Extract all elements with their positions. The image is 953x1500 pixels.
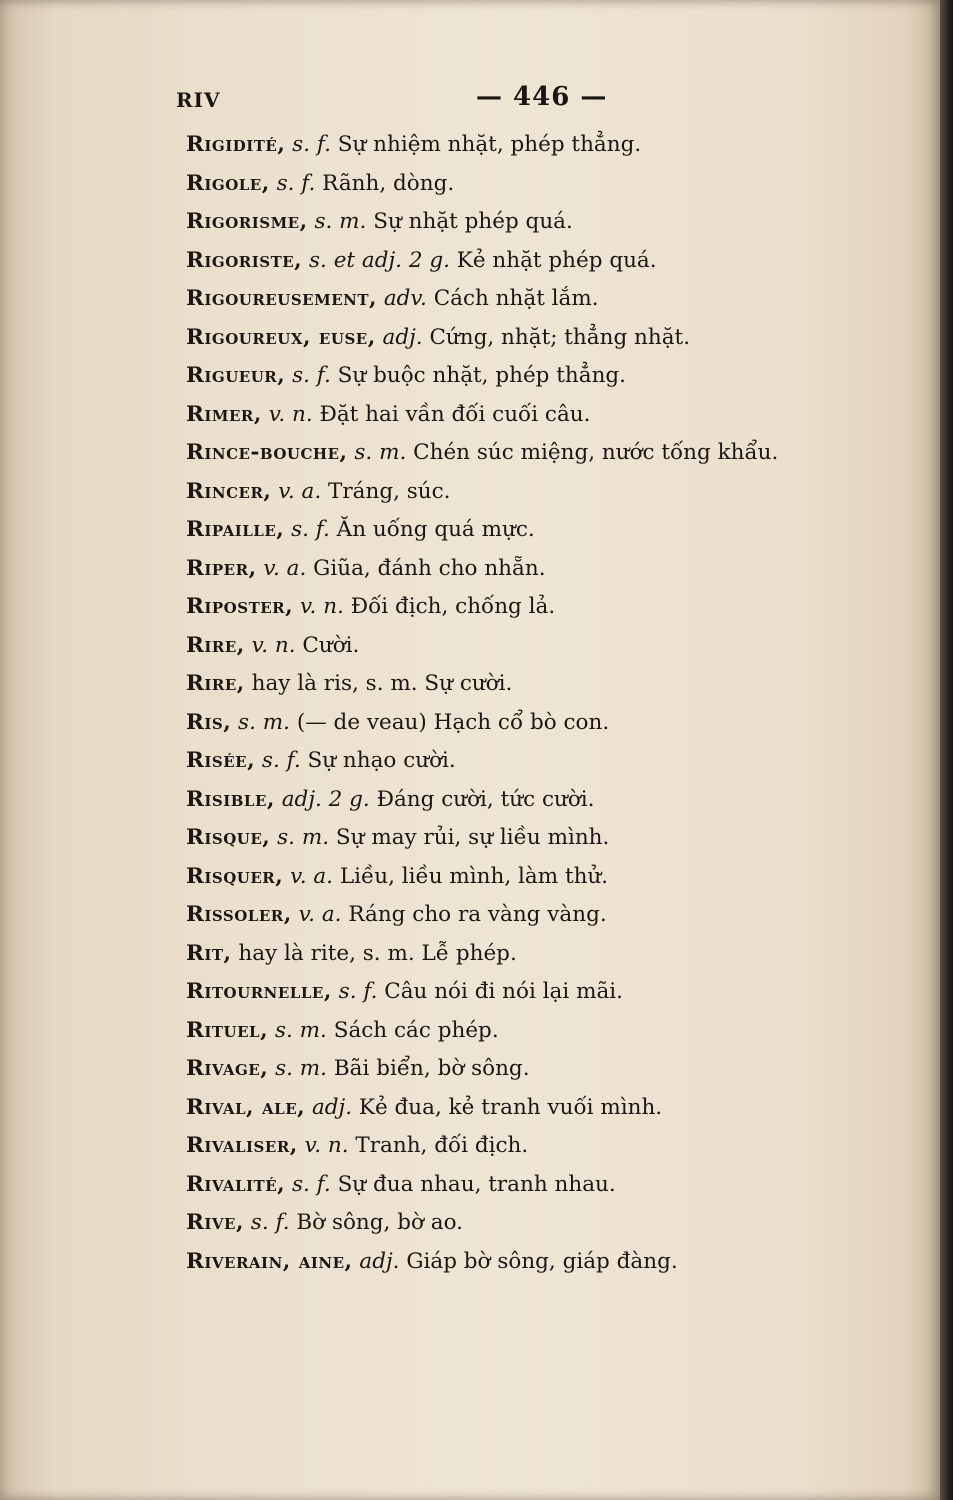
entry-headword: Risible, <box>186 786 275 812</box>
entry-definition: Đối địch, chống lả. <box>350 594 556 619</box>
dictionary-entry <box>186 973 866 1012</box>
dictionary-entry <box>186 165 866 204</box>
entry-headword: Rissoler, <box>186 902 292 927</box>
entry-definition: Đáng cười, tức cười. <box>376 786 595 812</box>
entry-grammar: s. f. <box>276 170 316 196</box>
entry-grammar: s. m. <box>238 709 290 735</box>
entry-definition: Tranh, đối địch. <box>355 1133 529 1158</box>
entry-definition: Cách nhặt lắm. <box>433 286 599 311</box>
entry-definition: Rãnh, dòng. <box>322 170 455 196</box>
dictionary-entry <box>186 1127 866 1166</box>
entry-definition: Sự nhặt phép quá. <box>373 209 573 234</box>
book-binding <box>940 0 953 1500</box>
entry-definition: Sự đua nhau, tranh nhau. <box>337 1171 616 1197</box>
dictionary-entry <box>186 1204 866 1243</box>
dictionary-entry <box>186 896 866 935</box>
entry-headword: Risque, <box>186 825 271 850</box>
entry-grammar: adj. <box>382 324 423 350</box>
entry-grammar: s. m. <box>274 1017 327 1043</box>
entry-headword: Riposter, <box>186 594 294 619</box>
entry-headword: Risée, <box>186 748 256 773</box>
entry-grammar: adj. <box>311 1094 353 1120</box>
entry-definition: Kẻ đua, kẻ tranh vuối mình. <box>358 1094 663 1120</box>
entry-headword: Rigueur, <box>186 363 286 388</box>
dictionary-entry <box>186 242 866 281</box>
entry-grammar: v. a. <box>298 902 342 927</box>
dictionary-entry <box>186 1243 866 1282</box>
entry-definition: Chén súc miệng, nước tống khẩu. <box>413 440 779 465</box>
dictionary-entry <box>186 1050 866 1089</box>
entry-grammar: v. a. <box>278 478 322 504</box>
running-head: RIV <box>176 88 221 112</box>
entry-grammar: v. n. <box>299 594 344 619</box>
entry-grammar: adv. <box>383 286 427 311</box>
entry-definition: Sự buộc nhặt, phép thẳng. <box>337 363 627 388</box>
dictionary-entry <box>186 473 866 512</box>
entry-headword: Rimer, <box>186 401 262 427</box>
entry-definition: Giáp bờ sông, giáp đàng. <box>406 1248 678 1274</box>
entry-headword: Rigoriste, <box>186 247 303 273</box>
dictionary-entries <box>186 126 866 1281</box>
page-number: — 446 — <box>476 82 608 112</box>
entry-definition: hay là rite, s. m. Lễ phép. <box>238 940 517 966</box>
entry-grammar: s. f. <box>291 1171 331 1197</box>
entry-grammar: s. f. <box>338 979 378 1004</box>
entry-definition: Cứng, nhặt; thẳng nhặt. <box>429 324 691 350</box>
entry-grammar: adj. <box>359 1248 400 1274</box>
entry-headword: Ris, <box>186 709 232 735</box>
entry-definition: hay là ris, s. m. Sự cười. <box>251 671 513 696</box>
dictionary-entry <box>186 434 866 473</box>
dictionary-entry <box>186 280 866 319</box>
entry-grammar: s. f. <box>261 748 301 773</box>
dictionary-entry <box>186 858 866 897</box>
entry-definition: Sự may rủi, sự liều mình. <box>335 825 610 850</box>
entry-grammar: v. a. <box>263 555 307 581</box>
dictionary-entry <box>186 1166 866 1205</box>
dictionary-entry <box>186 1089 866 1128</box>
entry-definition: Bãi biển, bờ sông. <box>333 1056 530 1081</box>
entry-grammar: s. m. <box>277 825 330 850</box>
entry-headword: Rigole, <box>186 170 270 196</box>
entry-grammar: v. n. <box>304 1133 349 1158</box>
entry-definition: Sách các phép. <box>333 1017 499 1043</box>
entry-grammar: s. m. <box>354 440 407 465</box>
entry-grammar: s. f. <box>292 363 331 388</box>
entry-headword: Rituel, <box>186 1017 269 1043</box>
entry-definition: Sự nhiệm nhặt, phép thẳng. <box>337 132 642 157</box>
entry-headword: Risquer, <box>186 863 284 889</box>
entry-headword: Rigoureusement, <box>186 286 377 311</box>
entry-headword: Rive, <box>186 1210 244 1235</box>
entry-definition: Kẻ nhặt phép quá. <box>456 247 657 273</box>
entry-grammar: s. m. <box>314 209 367 234</box>
entry-grammar: v. n. <box>268 401 313 427</box>
entry-headword: Rivaliser, <box>186 1133 298 1158</box>
dictionary-entry <box>186 126 866 165</box>
dictionary-entry <box>186 935 866 974</box>
entry-definition: Bờ sông, bờ ao. <box>296 1210 463 1235</box>
entry-grammar: s. m. <box>275 1056 328 1081</box>
entry-grammar: s. f. <box>291 517 330 542</box>
dictionary-entry <box>186 627 866 666</box>
entry-definition: Câu nói đi nói lại mãi. <box>384 979 623 1004</box>
dictionary-entry <box>186 319 866 358</box>
entry-headword: Ripaille, <box>186 517 285 542</box>
entry-headword: Rivalité, <box>186 1171 286 1197</box>
entry-headword: Rit, <box>186 940 232 966</box>
dictionary-entry <box>186 396 866 435</box>
entry-grammar: adj. 2 g. <box>281 786 370 812</box>
entry-definition: Liều, liều mình, làm thử. <box>339 863 609 889</box>
entry-grammar: v. a. <box>290 863 334 889</box>
dictionary-entry <box>186 704 866 743</box>
entry-grammar: s. f. <box>292 132 331 157</box>
entry-headword: Rire, <box>186 632 245 658</box>
entry-headword: Rivage, <box>186 1056 269 1081</box>
entry-headword: Riper, <box>186 555 257 581</box>
entry-definition: Sự nhạo cười. <box>307 748 456 773</box>
dictionary-entry <box>186 819 866 858</box>
entry-definition: Ráng cho ra vàng vàng. <box>348 902 607 927</box>
entry-definition: Cười. <box>302 632 360 658</box>
entry-definition: Giũa, đánh cho nhẵn. <box>313 555 546 581</box>
entry-definition: Ăn uống quá mực. <box>336 517 535 542</box>
entry-grammar: s. et adj. 2 g. <box>309 247 450 273</box>
entry-grammar: s. f. <box>250 1210 290 1235</box>
entry-headword: Rigidité, <box>186 132 286 157</box>
dictionary-entry <box>186 357 866 396</box>
dictionary-entry <box>186 742 866 781</box>
entry-headword: Rince-bouche, <box>186 440 348 465</box>
entry-headword: Riverain, aine, <box>186 1248 353 1274</box>
entry-headword: Rire, <box>186 671 245 696</box>
dictionary-entry <box>186 781 866 820</box>
entry-headword: Rigoureux, euse, <box>186 324 376 350</box>
entry-headword: Rigorisme, <box>186 209 308 234</box>
entry-definition: (— de veau) Hạch cổ bò con. <box>296 709 610 735</box>
dictionary-entry <box>186 511 866 550</box>
entry-grammar: v. n. <box>251 632 296 658</box>
dictionary-entry <box>186 588 866 627</box>
entry-definition: Tráng, súc. <box>328 478 451 504</box>
dictionary-entry <box>186 665 866 704</box>
entry-headword: Ritournelle, <box>186 979 332 1004</box>
dictionary-entry <box>186 550 866 589</box>
entry-headword: Rival, ale, <box>186 1094 306 1120</box>
dictionary-entry <box>186 203 866 242</box>
dictionary-entry <box>186 1012 866 1051</box>
entry-definition: Đặt hai vần đối cuối câu. <box>319 401 591 427</box>
entry-headword: Rincer, <box>186 478 272 504</box>
